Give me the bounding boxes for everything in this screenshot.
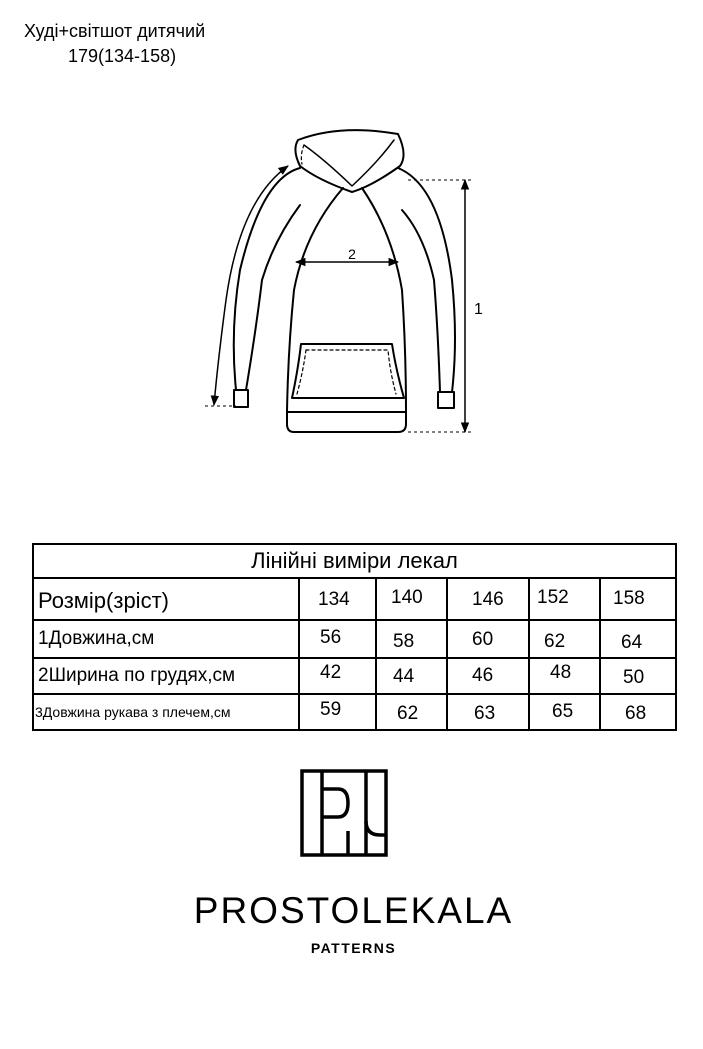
- brand-tagline: PATTERNS: [310, 940, 397, 956]
- brand-name: PROSTOLEKALA: [193, 890, 514, 931]
- cell-value: 50: [623, 667, 645, 688]
- cell-value: 62: [397, 703, 419, 724]
- sleeve-length-arrow: [214, 166, 288, 405]
- table-row: [34, 579, 675, 621]
- cell-value: 68: [625, 703, 647, 724]
- cell-value: 60: [472, 629, 494, 650]
- cell-value: 42: [320, 662, 342, 683]
- brand-logo-icon: [300, 769, 390, 859]
- kangaroo-pocket: [292, 344, 404, 398]
- left-sleeve: [234, 168, 300, 390]
- size-158: 158: [613, 588, 645, 609]
- cell-value: 62: [544, 631, 566, 652]
- cell-value: 44: [393, 666, 415, 687]
- table-row: [34, 695, 675, 729]
- table-row: [34, 659, 675, 695]
- cell-value: 56: [320, 627, 342, 648]
- chest-width-label: 2: [348, 246, 356, 262]
- table-caption: Лінійні виміри лекал: [34, 545, 675, 579]
- cell-value: 48: [550, 662, 572, 683]
- cell-value: 58: [393, 631, 415, 652]
- right-cuff: [438, 392, 454, 408]
- measurements-table: [32, 543, 677, 731]
- document-title: Худі+світшот дитячий: [24, 21, 206, 41]
- size-140: 140: [391, 587, 423, 608]
- cell-value: 63: [474, 703, 496, 724]
- cell-value: 65: [552, 701, 574, 722]
- cell-value: 64: [621, 632, 643, 653]
- right-sleeve: [398, 168, 455, 392]
- size-range: 179(134-158): [68, 46, 177, 66]
- size-152: 152: [537, 587, 569, 608]
- cell-value: 46: [472, 665, 494, 686]
- hoodie-sketch: [0, 0, 703, 520]
- cell-value: 59: [320, 699, 342, 720]
- size-header-label: Розмір(зріст): [38, 588, 169, 613]
- size-146: 146: [472, 589, 504, 610]
- hem-band: [287, 412, 406, 432]
- length-label: 1: [474, 301, 483, 318]
- row-label-length: 1Довжина,см: [38, 628, 155, 649]
- left-cuff: [234, 390, 248, 407]
- size-134: 134: [318, 589, 350, 610]
- row-label-sleeve: 3Довжина рукава з плечем,см: [35, 704, 231, 720]
- row-label-chest: 2Ширина по грудях,см: [38, 665, 236, 686]
- table-row: [34, 621, 675, 659]
